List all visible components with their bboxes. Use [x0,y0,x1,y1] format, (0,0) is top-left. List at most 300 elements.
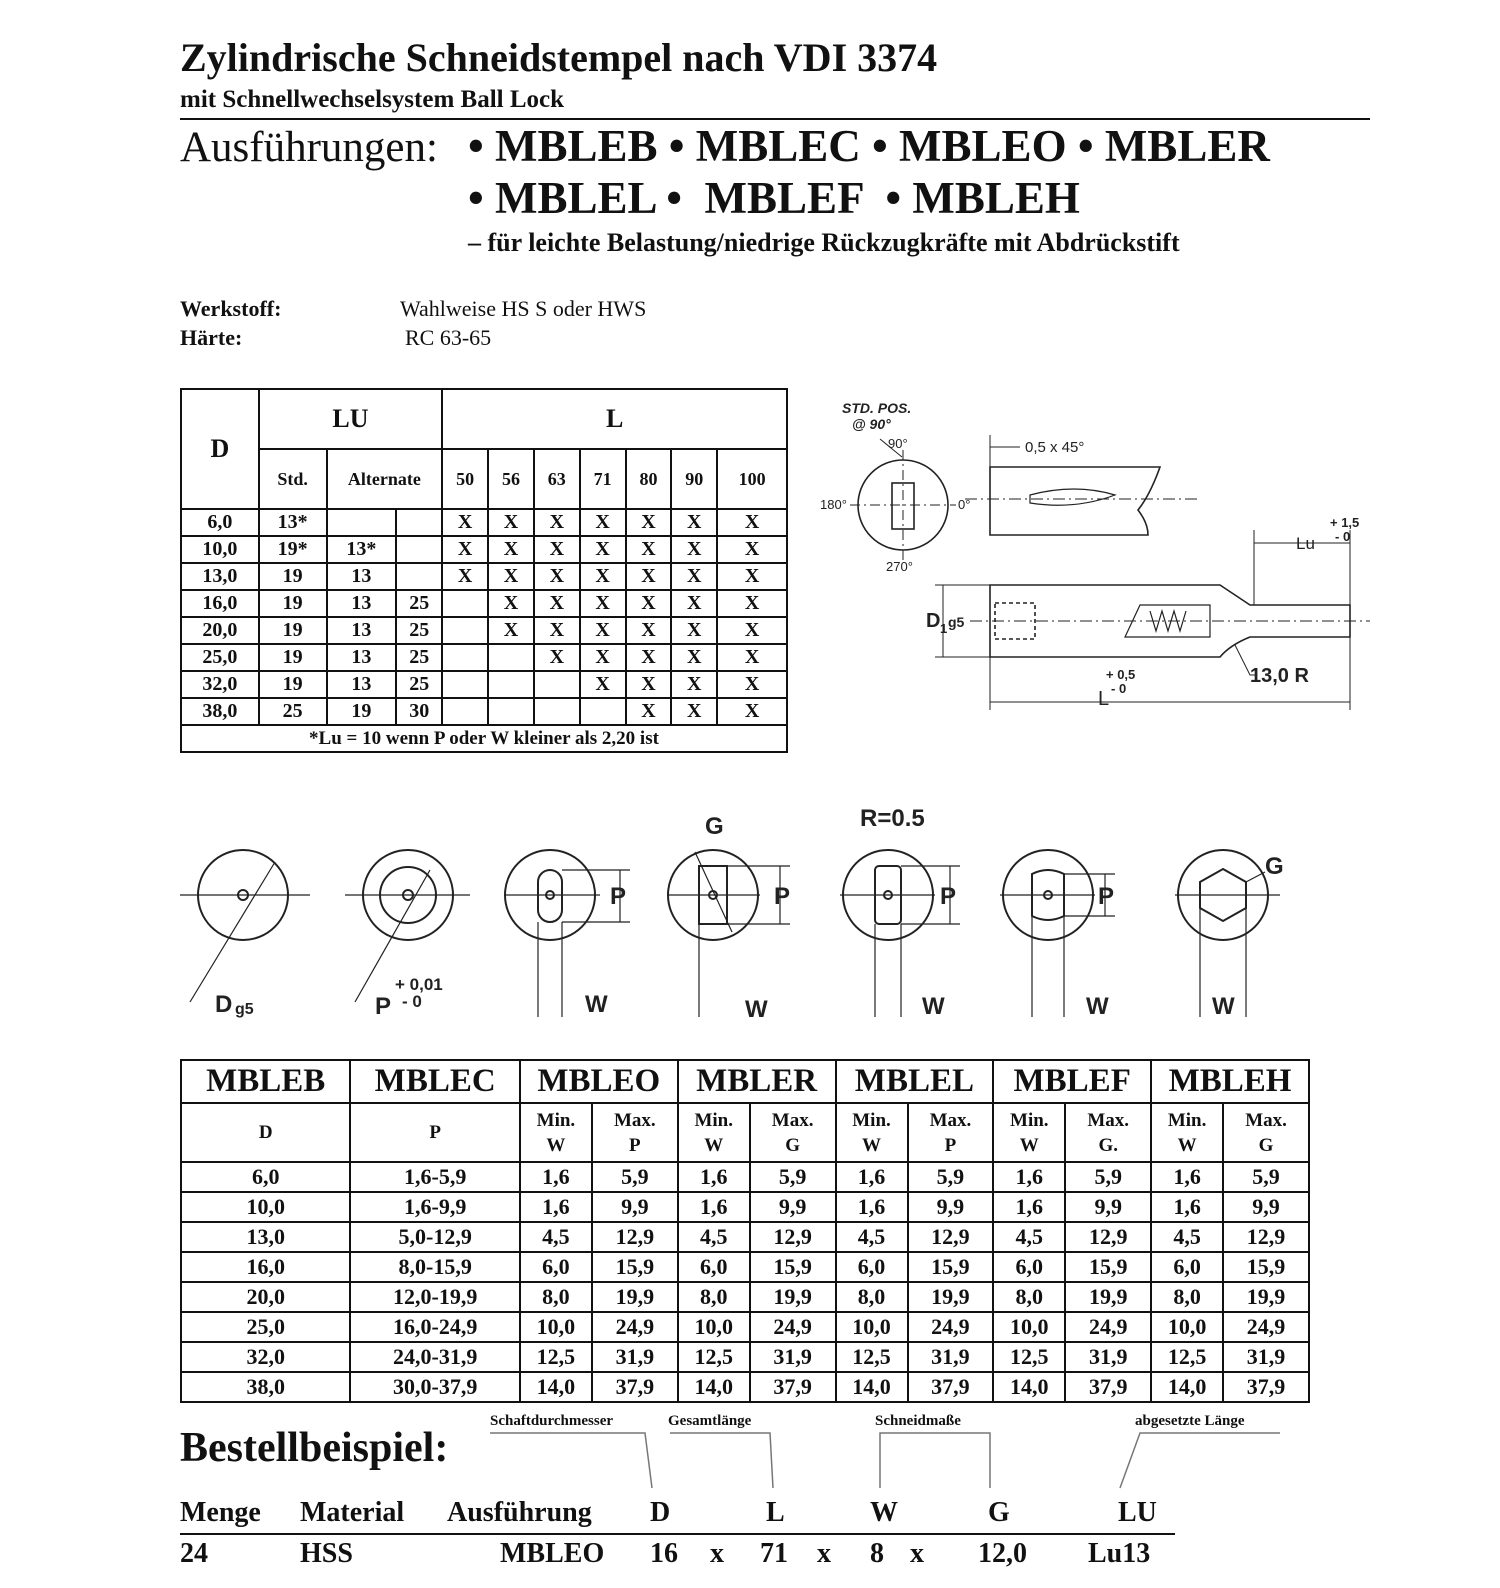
lu-table-cell: X [626,590,672,617]
lu-table-cell: 19 [259,617,327,644]
werkstoff-label: Werkstoff: [180,296,282,321]
profile-d-label: D [215,991,233,1018]
lu-table-cell: X [534,590,580,617]
lu-table-cell [442,671,488,698]
lu-table-cell: 25 [259,698,327,725]
variant-subheader-minmax [520,1103,592,1162]
lu-table-cell: X [488,590,534,617]
lu-table-cell: X [580,617,626,644]
lu-table-cell: X [580,536,626,563]
variant-cell: 1,6 [1151,1162,1223,1192]
variant-cell: 24,9 [908,1312,994,1342]
variant-subheader-p: P [350,1103,519,1162]
variant-cell: 15,9 [592,1252,678,1282]
variant-cell: 14,0 [520,1372,592,1402]
lu-table-cell [580,698,626,725]
variant-cell: 24,9 [1223,1312,1309,1342]
variant-cell: 8,0 [993,1282,1065,1312]
variant-cell: 8,0-15,9 [350,1252,519,1282]
lu-table-cell: X [717,617,787,644]
lu-table-header-l: L [442,389,787,449]
deg-0-label: 0° [958,497,971,512]
werkstoff-value: Wahlweise HS S oder HWS [400,296,647,321]
lu-table-cell: X [671,509,717,536]
variant-subheader-dimension: W [546,1134,566,1156]
lu-table-cell: X [626,509,672,536]
variant-cell: 24,9 [592,1312,678,1342]
profile-r-label: R=0.5 [860,805,925,832]
lu-table-cell: X [626,644,672,671]
variant-cell: 37,9 [1223,1372,1309,1402]
lu-table-header-l-80: 80 [626,449,672,509]
order-header-w: W [870,1497,898,1528]
profile-p-label-mblel: P [940,883,957,910]
profile-p-tol-minus: - 0 [402,992,422,1011]
anno-gesamtlaenge: Gesamtlänge [668,1413,752,1429]
lu-table-cell: X [580,509,626,536]
variant-cell-d: 6,0 [181,1162,350,1192]
l-dim-label: L [1098,688,1110,710]
lu-table-row [181,509,787,536]
variant-subheader-minmax [1065,1103,1151,1162]
variant-subheader-minmax [750,1103,836,1162]
lu-table-cell: X [580,671,626,698]
lu-tol-minus: - 0 [1335,529,1351,544]
lu-table-cell [442,617,488,644]
lu-table-cell: X [488,509,534,536]
variant-cell: 9,9 [750,1192,836,1222]
variant-cell-d: 13,0 [181,1222,350,1252]
lu-table-cell [327,509,397,536]
variant-cell-d: 16,0 [181,1252,350,1282]
variant-subheader-qualifier: Max. [613,1109,656,1131]
variant-cell: 14,0 [678,1372,750,1402]
variant-cell: 14,0 [1151,1372,1223,1402]
lu-table-cell [396,563,442,590]
profile-w-label-mbleh: W [1212,993,1235,1020]
variant-table-row [181,1252,1309,1282]
lu-table-row [181,590,787,617]
lu-table-cell [534,698,580,725]
lu-table-header-l-71: 71 [580,449,626,509]
lu-table-cell: X [488,563,534,590]
variant-subheader-qualifier: Max. [929,1109,972,1131]
lu-table-cell: X [442,563,488,590]
lu-table-cell: X [717,590,787,617]
variant-cell: 12,9 [750,1222,836,1252]
deg-90-label: 90° [888,436,908,451]
variant-cell: 31,9 [1065,1342,1151,1372]
lu-table-cell: X [626,671,672,698]
lu-table-cell: 13 [327,617,397,644]
lu-dim-label: Lu [1296,534,1315,553]
order-header-l: L [766,1497,785,1528]
variant-subheader-minmax [1151,1103,1223,1162]
lu-table-cell: 19 [327,698,397,725]
lu-table-cell: X [671,671,717,698]
lu-table-row [181,563,787,590]
lu-table-cell: 25 [396,617,442,644]
lu-table-row [181,617,787,644]
order-value-lu: Lu13 [1088,1538,1151,1569]
std-pos-label: STD. POS. [842,400,912,416]
variant-subheader-dimension: P [944,1134,957,1156]
lu-table-cell: 13* [259,509,327,536]
order-value-menge: 24 [180,1538,208,1569]
lu-table-cell: 19 [259,671,327,698]
punch-side-drawing [820,395,1400,735]
lu-table-cell: X [671,536,717,563]
variant-subheader-qualifier: Min. [536,1109,576,1131]
variant-cell: 9,9 [1065,1192,1151,1222]
variant-cell: 10,0 [836,1312,908,1342]
variant-cell: 4,5 [836,1222,908,1252]
order-header-menge: Menge [180,1497,261,1528]
variant-cell: 5,9 [592,1162,678,1192]
lu-table-row [181,536,787,563]
variant-cell: 6,0 [836,1252,908,1282]
variant-cell: 5,9 [1223,1162,1309,1192]
variant-subheader-dimension: W [862,1134,881,1156]
variant-subheader-qualifier: Min. [1010,1109,1049,1131]
haerte-value: RC 63-65 [405,325,492,350]
variant-cell: 1,6 [678,1192,750,1222]
lu-table-cell: 25 [396,644,442,671]
lu-table-cell [396,536,442,563]
variant-cell: 1,6 [520,1192,592,1222]
deg-270-label: 270° [886,559,913,574]
lu-table-cell [442,698,488,725]
variant-subheader-qualifier: Min. [694,1109,733,1131]
variant-cell: 4,5 [678,1222,750,1252]
variant-table-row [181,1162,1309,1192]
ausfuehrungen-line-2: • MBLEL • MBLEF • MBLEH [468,173,1080,223]
lu-table-cell: 19* [259,536,327,563]
l-tol-minus: - 0 [1111,681,1127,696]
variant-cell: 6,0 [520,1252,592,1282]
variant-cell: 10,0 [1151,1312,1223,1342]
variant-subheader-minmax [1223,1103,1309,1162]
variant-cell: 1,6 [993,1162,1065,1192]
variant-cell: 8,0 [1151,1282,1223,1312]
variant-cell: 31,9 [592,1342,678,1372]
order-header-ausfuehrung: Ausführung [447,1497,592,1528]
lu-table-cell: X [534,617,580,644]
variant-table-row [181,1342,1309,1372]
lu-table-cell [442,590,488,617]
lu-table-cell: X [534,563,580,590]
profile-w-label-mblef: W [1086,993,1109,1020]
lu-table-cell-d: 25,0 [181,644,259,671]
variant-cell: 9,9 [592,1192,678,1222]
variant-cell: 4,5 [520,1222,592,1252]
variant-subheader-qualifier: Min. [1167,1109,1207,1131]
lu-table-cell: 13* [327,536,397,563]
lu-table-cell [442,644,488,671]
order-header-d: D [650,1497,671,1528]
lu-table-header-lu: LU [259,389,442,449]
variant-cell-d: 32,0 [181,1342,350,1372]
l-tol-plus: + 0,5 [1106,667,1136,682]
lu-table-body [181,509,787,725]
variant-cell: 37,9 [1065,1372,1151,1402]
ausfuehrungen-label: Ausführungen: [180,124,438,171]
lu-table-cell: X [534,509,580,536]
variant-cell: 1,6 [520,1162,592,1192]
variant-table-row [181,1222,1309,1252]
profile-w-label-mblel: W [922,993,945,1020]
variant-subheader-minmax [993,1103,1065,1162]
variant-cell: 19,9 [1223,1282,1309,1312]
variant-cell: 12,5 [993,1342,1065,1372]
order-value-d: 16 [650,1538,678,1569]
lu-table-cell: X [717,536,787,563]
variant-cell: 19,9 [750,1282,836,1312]
deg-180-label: 180° [820,497,847,512]
order-annotation-leaders [480,1430,1300,1500]
lu-table-cell: X [717,509,787,536]
variant-subheader-dimension: W [1177,1134,1197,1156]
variant-cell: 12,5 [1151,1342,1223,1372]
profile-p-label-mblec: P [375,993,392,1020]
lu-table-row [181,698,787,725]
variant-subheader-minmax [592,1103,678,1162]
variant-cell: 15,9 [1223,1252,1309,1282]
variant-table-body [181,1162,1309,1402]
lu-table-cell: X [671,563,717,590]
order-header-lu: LU [1118,1497,1157,1528]
variant-cell: 12,5 [520,1342,592,1372]
lu-table-cell: X [717,644,787,671]
page-title: Zylindrische Schneidstempel nach VDI 3374 [180,35,938,80]
variant-subheader-qualifier: Max. [1245,1109,1287,1131]
lu-table-cell: X [488,617,534,644]
lu-table-cell: 13 [327,644,397,671]
variant-subheader-qualifier: Max. [771,1109,814,1131]
lu-table-cell [488,698,534,725]
profile-p-label-mbleo: P [610,883,627,910]
variant-cell: 24,9 [750,1312,836,1342]
lu-table-cell-d: 32,0 [181,671,259,698]
variant-cell: 8,0 [836,1282,908,1312]
variant-subheader-minmax [836,1103,908,1162]
variant-subheader-minmax [678,1103,750,1162]
variant-cell: 6,0 [993,1252,1065,1282]
lu-table-header-l-100: 100 [717,449,787,509]
variant-cell: 30,0-37,9 [350,1372,519,1402]
anno-abgesetzte-laenge: abgesetzte Länge [1135,1413,1245,1429]
lu-table-cell: X [717,671,787,698]
variant-table-row [181,1372,1309,1402]
lu-table-cell: X [671,617,717,644]
lu-table-cell: 13 [327,563,397,590]
lu-table-row [181,644,787,671]
lu-table-cell: 25 [396,671,442,698]
lu-table-cell: X [580,644,626,671]
lu-table-cell-d: 10,0 [181,536,259,563]
variant-cell: 37,9 [750,1372,836,1402]
lu-table-cell: X [717,698,787,725]
lu-table-cell: 19 [259,563,327,590]
variant-cell: 14,0 [993,1372,1065,1402]
variant-cell: 12,9 [1065,1222,1151,1252]
variant-header-mblef: MBLEF [993,1060,1151,1103]
variant-cell: 8,0 [520,1282,592,1312]
at-90-label: @ 90° [852,416,891,432]
variant-cell: 4,5 [993,1222,1065,1252]
variant-cell: 14,0 [836,1372,908,1402]
variant-cell: 10,0 [520,1312,592,1342]
order-example-title: Bestellbeispiel: [180,1425,449,1471]
profile-p-label-mbler: P [774,883,791,910]
lu-table-cell: X [580,590,626,617]
variant-cell: 1,6 [678,1162,750,1192]
lu-table-cell: X [671,590,717,617]
variant-cell: 5,9 [750,1162,836,1192]
haerte-label: Härte: [180,325,243,350]
variant-cell: 1,6 [836,1162,908,1192]
lu-table-header-l-63: 63 [534,449,580,509]
lu-table-cell: 13 [327,590,397,617]
lu-table-cell: X [671,644,717,671]
anno-schneidmasse: Schneidmaße [875,1413,961,1429]
profile-p-tol-plus: + 0,01 [395,975,443,994]
lu-table-cell-d: 13,0 [181,563,259,590]
lu-table-cell: X [717,563,787,590]
lu-table-header-alternate: Alternate [327,449,443,509]
variant-header-mblec: MBLEC [350,1060,519,1103]
order-x-1: x [710,1538,724,1569]
variant-header-mbleb: MBLEB [181,1060,350,1103]
variant-subheader-d: D [181,1103,350,1162]
order-value-l: 71 [760,1538,788,1569]
variant-cell: 19,9 [592,1282,678,1312]
lu-table-cell-d: 38,0 [181,698,259,725]
order-header-material: Material [300,1497,405,1528]
profile-drawings [180,805,1330,1047]
variant-cell: 1,6-5,9 [350,1162,519,1192]
order-value-g: 12,0 [978,1538,1027,1569]
lu-table-footnote: *Lu = 10 wenn P oder W kleiner als 2,20 ist [181,725,787,752]
variant-cell: 1,6 [1151,1192,1223,1222]
variant-cell-d: 10,0 [181,1192,350,1222]
lu-table-cell: X [442,536,488,563]
profile-p-label-mblef: P [1098,883,1115,910]
radius-label: 13,0 R [1250,665,1309,687]
lu-table-cell: 19 [259,590,327,617]
order-value-w: 8 [870,1538,884,1569]
lu-tol-plus: + 1,5 [1330,515,1360,530]
variant-cell: 31,9 [1223,1342,1309,1372]
variant-cell: 24,9 [1065,1312,1151,1342]
lu-table-cell: X [671,698,717,725]
lu-table-cell: 25 [396,590,442,617]
variant-cell: 24,0-31,9 [350,1342,519,1372]
variant-cell: 5,9 [1065,1162,1151,1192]
variant-cell: 12,0-19,9 [350,1282,519,1312]
variant-table-row [181,1192,1309,1222]
lu-table-cell [488,671,534,698]
variant-cell: 12,9 [1223,1222,1309,1252]
profile-w-label-mbleo: W [585,991,608,1018]
variant-cell: 1,6 [836,1192,908,1222]
variant-cell-d: 25,0 [181,1312,350,1342]
lu-table-header-d: D [181,389,259,509]
lu-table-cell: X [626,536,672,563]
variant-cell: 16,0-24,9 [350,1312,519,1342]
ausfuehrungen-note: – für leichte Belastung/niedrige Rückzugkräfte mit Abdrückstift [468,228,1180,257]
variant-table-row [181,1312,1309,1342]
lu-table-cell-d: 20,0 [181,617,259,644]
ausfuehrungen-line-1: • MBLEB • MBLEC • MBLEO • MBLER [468,121,1270,171]
variant-cell: 12,9 [908,1222,994,1252]
variant-cell: 6,0 [1151,1252,1223,1282]
variant-subheader-dimension: G [1258,1134,1274,1156]
lu-table-cell: 13 [327,671,397,698]
order-divider [180,1533,1175,1535]
variant-table-row [181,1282,1309,1312]
lu-table-cell: X [534,644,580,671]
lu-table-cell: X [626,563,672,590]
variant-subheader-dimension: G. [1098,1134,1118,1156]
variant-cell: 5,9 [908,1162,994,1192]
variant-cell: 37,9 [908,1372,994,1402]
variant-cell: 31,9 [908,1342,994,1372]
variant-cell: 4,5 [1151,1222,1223,1252]
variant-header-mbleh: MBLEH [1151,1060,1309,1103]
chamfer-label: 0,5 x 45° [1025,439,1085,456]
variant-cell: 1,6-9,9 [350,1192,519,1222]
variant-cell: 8,0 [678,1282,750,1312]
variant-cell: 6,0 [678,1252,750,1282]
variant-cell: 9,9 [908,1192,994,1222]
anno-schaftdurchmesser: Schaftdurchmesser [490,1413,614,1429]
variant-subheader-dimension: P [629,1134,641,1156]
variant-cell: 9,9 [1223,1192,1309,1222]
profile-g-label-mbler: G [705,813,724,840]
order-x-3: x [910,1538,924,1569]
variant-cell: 31,9 [750,1342,836,1372]
profile-d-fit: g5 [235,1001,254,1018]
page-subtitle: mit Schnellwechselsystem Ball Lock [180,86,565,113]
lu-table-cell: X [626,617,672,644]
variant-cell-d: 20,0 [181,1282,350,1312]
lu-length-table [180,388,788,753]
variant-subheader-minmax [908,1103,994,1162]
variant-cell: 10,0 [993,1312,1065,1342]
variant-subheader-dimension: G [785,1134,800,1156]
lu-table-cell [488,644,534,671]
order-x-2: x [817,1538,831,1569]
variant-cell: 19,9 [908,1282,994,1312]
d1-fit: g5 [948,614,965,630]
lu-table-header-l-50: 50 [442,449,488,509]
lu-table-header-l-56: 56 [488,449,534,509]
lu-table-cell: X [626,698,672,725]
d1-label: D [926,610,941,632]
order-value-material: HSS [300,1538,353,1569]
lu-table-header-std: Std. [259,449,327,509]
variant-cell: 12,9 [592,1222,678,1252]
variant-cell: 12,5 [678,1342,750,1372]
variant-cell: 15,9 [750,1252,836,1282]
lu-table-row [181,671,787,698]
lu-table-cell [534,671,580,698]
variant-cell: 15,9 [1065,1252,1151,1282]
lu-table-cell-d: 6,0 [181,509,259,536]
profile-w-label-mbler: W [745,996,768,1023]
variant-subheader-qualifier: Min. [852,1109,891,1131]
